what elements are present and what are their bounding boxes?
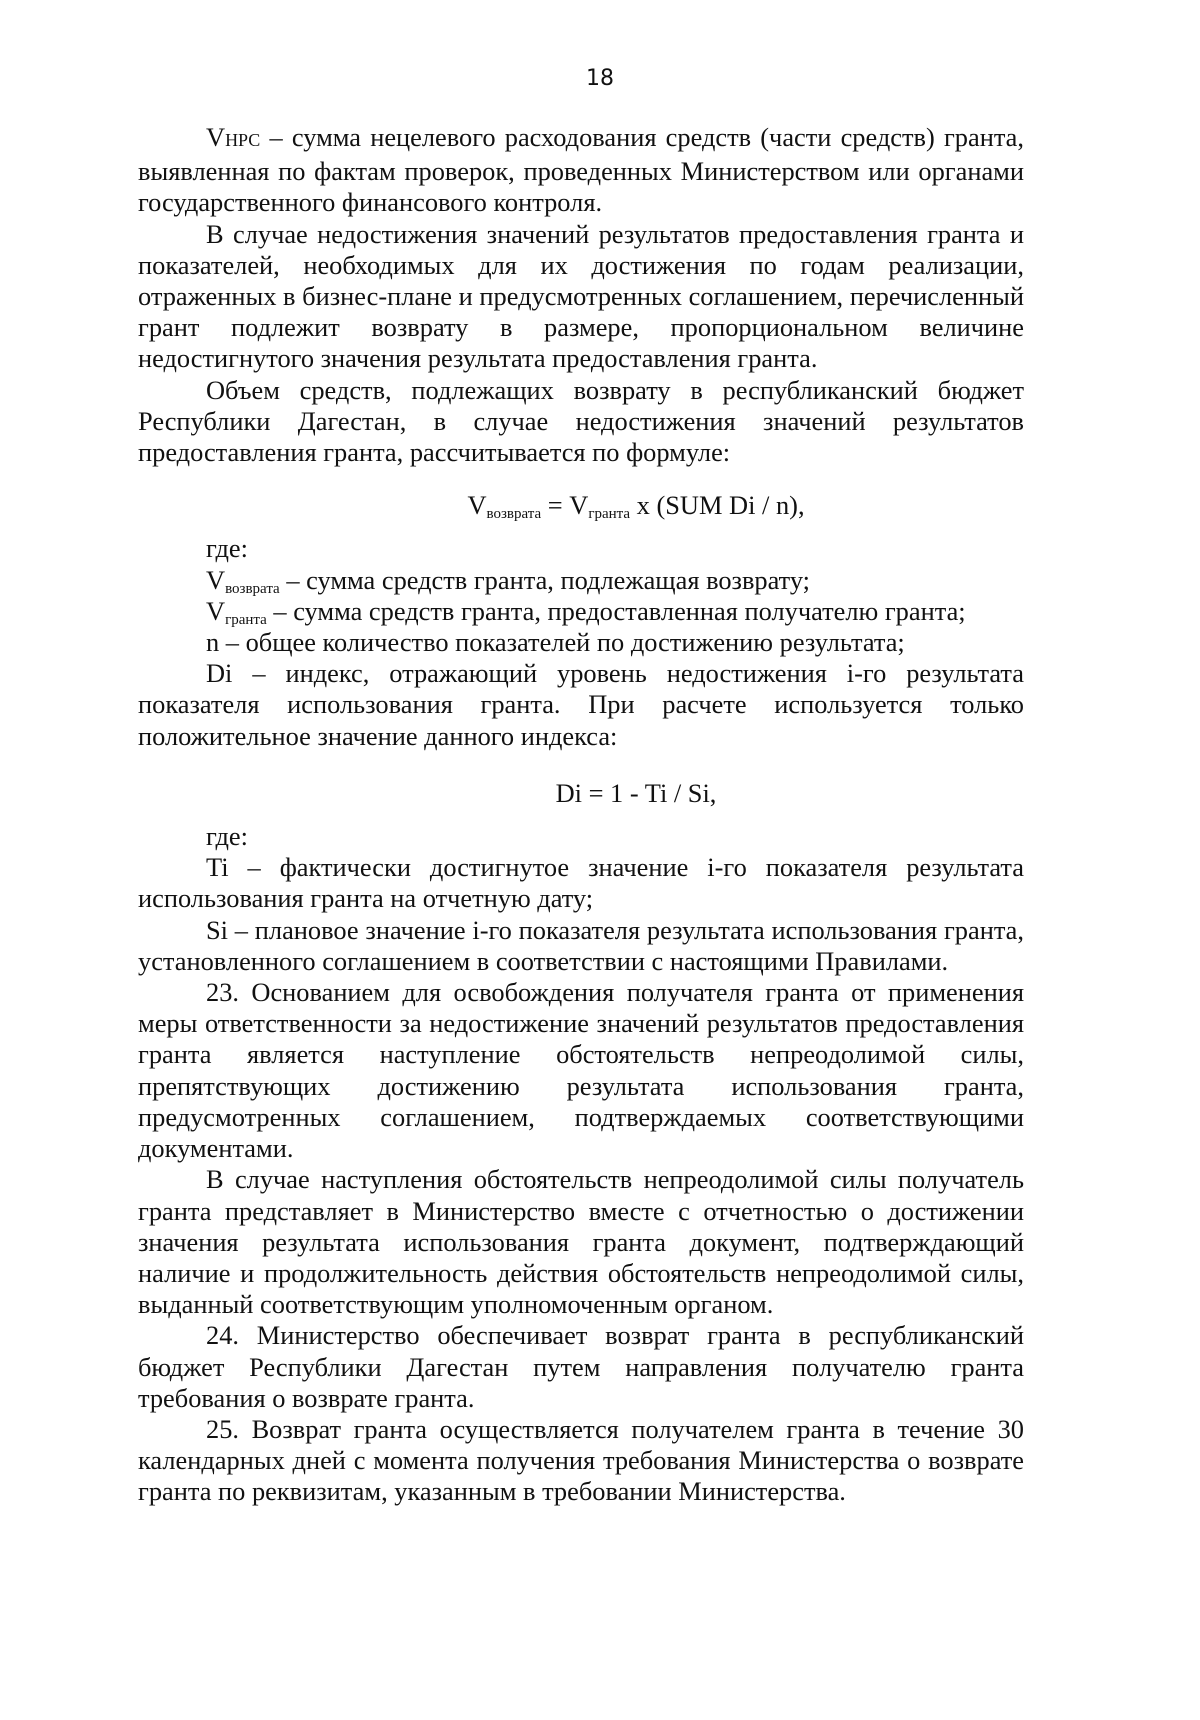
formula-v2: V	[569, 490, 589, 521]
formula-equals: =	[541, 490, 570, 521]
variable-subscript-nrs: НРС	[225, 130, 261, 150]
definition-v-granta	[138, 596, 1024, 627]
paragraph-underachievement: В случае недостижения значений результатов предоставления гранта и показателей, необходимых для их достижения по годам реализации, отраженных в бизнес-плане и предусмотренных соглашением, перечисленный грант подлежит возврату в размере, пропорциональном величине недостигнутого значения результата предоставления гранта.	[138, 218, 1024, 374]
paragraph-24: 24. Министерство обеспечивает возврат гранта в республиканский бюджет Республики Дагестан путем направления получателю гранта требования о возврате гранта.	[138, 1320, 1024, 1413]
def1-sub: возврата	[225, 580, 280, 597]
where-label-1: где:	[206, 533, 248, 564]
def1-var: V	[206, 564, 226, 595]
def2-var: V	[206, 595, 226, 626]
paragraph-23: 23. Основанием для освобождения получателя гранта от применения меры ответственности за недостижение значений результатов предоставления гранта является наступление обстоятельств непреодолимой силы, препятствующих достижению результата использования гранта, предусмотренных соглашением, подтверждаемых соответствующими документами.	[138, 977, 1024, 1164]
paragraph-vnrs-definition	[138, 122, 1024, 219]
formula-rest: x (SUM Di / n),	[630, 490, 805, 521]
definition-v-vozvrata	[138, 565, 1024, 596]
def1-text: – сумма средств гранта, подлежащая возврату;	[279, 564, 811, 595]
definition-ti: Ti – фактически достигнутое значение i-го показателя результата использования гранта на отчетную дату;	[138, 852, 1024, 914]
formula-sub-vozvrata: возврата	[486, 505, 542, 522]
variable-v: V	[206, 122, 226, 152]
document-body	[138, 122, 1024, 1508]
page-number: 18	[586, 66, 614, 91]
def2-text: – сумма средств гранта, предоставленная получателю гранта;	[266, 595, 966, 626]
formula-di: Di = 1 - Ti / Si,	[555, 777, 717, 808]
definition-n: n – общее количество показателей по достижению результата;	[206, 627, 905, 658]
vnrs-definition-text: – сумма нецелевого расходования средств (части средств) гранта, выявленная по фактам проверок, проведенных Министерством или органами государственного финансового контроля.	[138, 122, 1024, 218]
paragraph-refund-volume: Объем средств, подлежащих возврату в республиканский бюджет Республики Дагестан, в случае недостижения значений результатов предоставления гранта, рассчитывается по формуле:	[138, 374, 1024, 468]
def2-sub: гранта	[225, 611, 267, 628]
definition-si: Si – плановое значение i-го показателя результата использования гранта, установленного соглашением в соответствии с настоящими Правилами.	[138, 914, 1024, 976]
formula-refund	[138, 490, 1024, 521]
formula-sub-granta: гранта	[588, 505, 631, 522]
paragraph-25: 25. Возврат гранта осуществляется получателем гранта в течение 30 календарных дней с момента получения требования Министерства о возврате гранта по реквизитам, указанным в требовании Министерства.	[138, 1413, 1024, 1507]
definition-di: Di – индекс, отражающий уровень недостижения i-го результата показателя использования гранта. При расчете используется только положительное значение данного индекса:	[138, 658, 1024, 751]
paragraph-23-force-majeure: В случае наступления обстоятельств непреодолимой силы получатель гранта представляет в Министерство вместе с отчетностью о достижении значения результата использования гранта документ, подтверждающий наличие и продолжительность действия обстоятельств непреодолимой силы, выданный соответствующим уполномоченным органом.	[138, 1164, 1024, 1320]
formula-v1: V	[467, 490, 487, 521]
where-label-2: где:	[206, 821, 248, 852]
